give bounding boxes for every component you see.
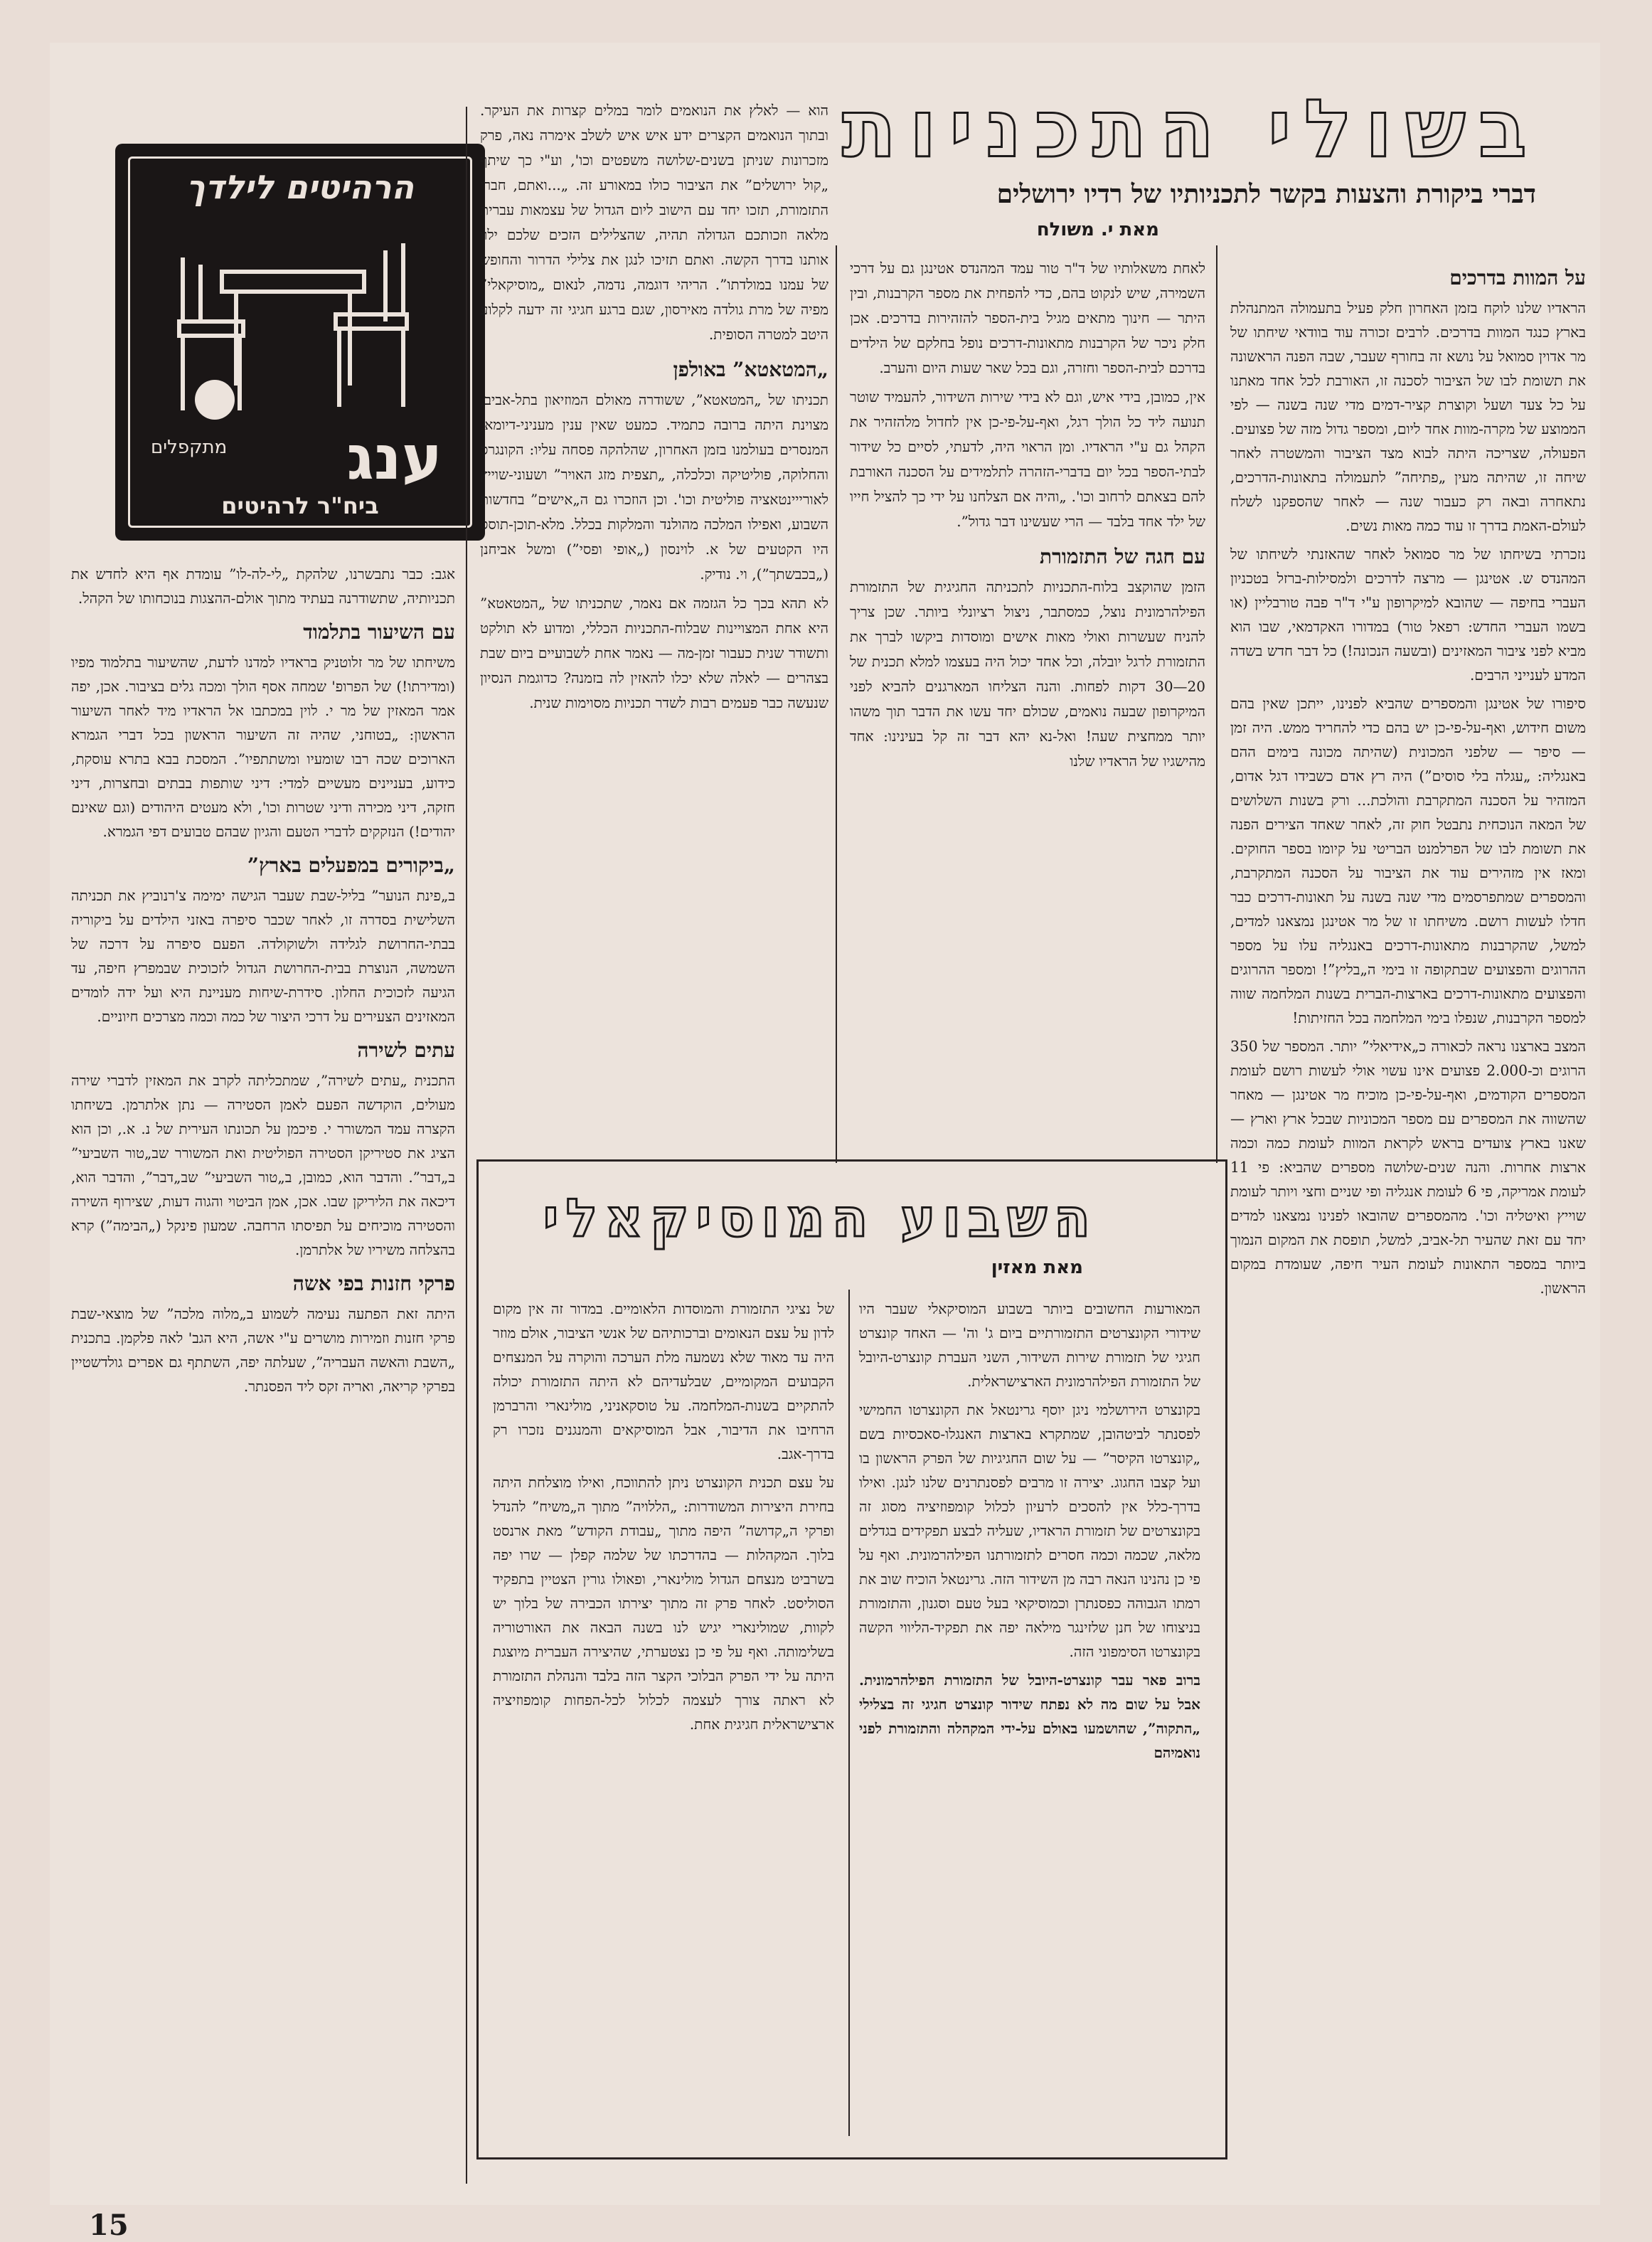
- paragraph: אגב: כבר נתבשרנו, שלהקת „לי-לה-לו” עומדת אף היא לחדש את תכניותיה, שתשודרנה בעתיד מתוך אולם-ההצגות בנוכחותו של הקהל.: [71, 565, 455, 607]
- page-number: 15: [89, 2209, 129, 2242]
- section-heading: „המטאטא” באולפן: [673, 358, 828, 381]
- paragraph: המצב בארצנו נראה לכאורה כ„אידיאלי” יותר. המספר של 350 הרוגים וכ-2.000 פצועים אינו עשוי אולי לעשות רושם לעומת המספרים הקודמים, ואף-על-פי-כן מוכיח מר אטינגן — מאחר שהשווה את המספרים עם מספר המכוניות שבכל ארץ וארץ — שאנו בארץ צועדים בראש לקראת המוות לעומת כמה וכמה ארצות אחרות. והנה שנים-שלושה מספרים שהביא: פי 11 לעומת אמריקה, פי 6 לעומת אנגליה ופי שניים וחצי ויותר לעומת שוייץ ואיטליה וכו'. מהמספרים שהובאו לפנינו נמצאנו למדים יחד עם זאת שהעיר תל-אביב, למשל, תופסת את המקום הנמוך ביותר במספר התאונות לעומת העיר חיפה, שעומדת במקום הראשון.: [1230, 1038, 1586, 1297]
- paragraph: על עצם תכנית הקונצרט ניתן להתווכח, ואילו מוצלחת היתה בחירת היצירות המשודרות: „הללויה” מתוך ה„משיח” להנדל ופרקי ה„קדושה” היפה מתוך „עבודת הקודש” מאת ארנסט בלוך. המקהלות — בהדרכתו של שלמה קפלן — שרו יפה בשרביט מנצחם הגדול מולינארי, ופאולו גורין הצטיין בתפקיד הסוליסט. לאחר פרק זה מתוך יצירתו הכבירה של בלוך יש לקוות, שמולינארי יגיש לנו בשנה הבאה את האורטוריה בשלימותה. ואף על פי כן נצטערתי, שהיצירה העברית מיוצגת היתה על ידי הפרק הבלוכי הקצר הזה בלבד והנהלת התזמורת לא ראתה צורך לעצמה לכלול לכל-הפחות קומפוזיציה ארצישראלית חגיגית אחת.: [493, 1474, 834, 1733]
- music-article-title: השבוע המוסיקאלי: [543, 1188, 1097, 1249]
- section-heading: „ביקורים במפעלים בארץ”: [247, 854, 455, 877]
- ad-slogan: הרהיטים לילדך: [186, 168, 415, 206]
- paragraph: סיפורו של אטינגן והמספרים שהביא לפנינו, ייתכן שאין בהם משום חידוש, ואף-על-פי-כן יש בהם כדי להחריד ממש. היה זמן — סיפר — שלפני המכונית (שהיתה מכונה בימים ההם באנגליה: „עגלה בלי סוסים”) היה רץ אדם כשבידו דגל אדום, המזהיר על הסכנה המתקרבת והולכת... ורק בשנות השלושים של המאה הנוכחית נתבטל חוק זה, לאחר שאחד הצירים הפנה את תשומת לבו של הפרלמנט הבריטי על קיומו בספר החוקים. ומאז אין מזהירים עוד את הציבור על הסכנה המתקרבת, והמספרים שמתפרסמים מדי שנה בשנה על תאונות-דרכים כבר חדלו לעשות רושם. משיחתו זו של מר אטינגן נמצאנו למדים, למשל, שהקרבנות מתאונות-דרכים באנגליה עלו על מספר ההרוגים והפצועים שבתקופה זו בימי ה„בליץ”! ומספר ההרוגים והפצועים מתאונות-דרכים בארצות-הברית בשנות המלחמה שווה למספר הקרבנות, שנפלו בימי המלחמה בכל החזיתות!: [1230, 695, 1586, 1026]
- paragraph: הזמן שהוקצב בלוח-התכניות לתכניתה החגיגית של התזמורת הפילהרמונית נוצל, כמסתבר, ניצול רציונלי ביותר. שכן צריך להניח שעשרות ואולי מאות אישים ומוסדות ביקשו לברך את התזמורת לרגל יובלה, וכל אחד יכול היה בעצמו למלא תכנית של 20—30 דקות לפחות. והנה הצליחו המארגנים להביא לפני המיקרופון שבעה נואמים, שכולם יחד עשו את הדבר תוך משהו יותר ממחצית שעה! ואל-נא יהא דבר זה קל בעינינו: אחד מהישגיו של הראדיו שלנו: [850, 578, 1205, 770]
- section-heading: על המוות בדרכים: [1449, 266, 1586, 289]
- paragraph: ב„פינת הנוער” בליל-שבת שעבר הגישה ימימה צ'רנוביץ את תכניתה השלישית בסדרה זו, לאחר שכבר סיפרה באזני הילדים על ביקוריה בבתי-החרושת לגלידה ולשוקולדה. הפעם סיפרה על דרכה של השמשה, הנוצרת בבית-החרושת הגדול לזכוכית שבמפרץ חיפה, עד הגיעה לזכוכית החלון. סידרת-שיחות מעניינת היא ועל ידה לומדים המאזינים הצעירים על דרכי היצור של כמה וכמה מצרכים חיוניים.: [71, 887, 455, 1025]
- article-title: בשולי התכניות: [842, 83, 1540, 176]
- furniture-illustration: [172, 229, 442, 435]
- paragraph: ברוב פאר עבר קונצרט-היובל של התזמורת הפילהרמונית. אבל על שום מה לא נפתח שידור קונצרט חגיגי זה בצלילי „התקוה”, שהושמעו באולם על-ידי המקהלה והתזמורת לפני נואמיהם: [859, 1672, 1200, 1761]
- paragraph: תכניתו של „המטאטא”, ששודרה מאולם המוזיאון בתל-אביב, מצוינת היתה ברובה כתמיד. כמעט שאין ענין מעניני-דיומא, המנסרים בעולמנו בזמן האחרון, שהלהקה פסחה עליו: הקונגרס והחלוקה, פוליטיקה וכלכלה, „תצפית מזג האויר” ושעוני-שוייץ לאורייינטאציה פוליטית וכו'. וכן הוזכרו גם ה„אישים” בחדשות השבוע, ואפילו המלכה מהולנד והמלקות בכלל. מלא-תוכן-תוסס היו הקטעים של א. לוינסון („אופי ופסי”) ומשל אביחנן („בכבשתך”), וי. נודיק.: [480, 391, 829, 583]
- paragraph: התכנית „עתים לשירה”, שמתכליתה לקרב את המאזין לדברי שירה מעולים, הוקדשה הפעם לאמן הסטירה — נתן אלתרמן. בשיחתו הקצרה עמד המשורר י. פיכמן על תכונתו העירית של נ. א., וכן הוא הציג את סטיריקן הסטירה הפוליטית ואת המשורר שב„טור השביעי” ב„דבר”. והדבר הוא, כמובן, ב„טור השביעי” שב„דבר”, והדבר הוא, דיכאה את הליריקן שבו. אכן, אמן הביטוי והגוה דעות, שצירוף השירה והסטירה מוכיחים על תפיסתו הרחבה. שמעון פינקל („הבימה”) קרא בהצלחה משיריו של אלתרמן.: [71, 1072, 455, 1258]
- article-subtitle: דברי ביקורת והצעות בקשר לתכניותיו של רדיו ירושלים: [996, 179, 1536, 209]
- music-article-box: [476, 1159, 1227, 2159]
- paragraph: משיחתו של מר זלוטניק בראדיו למדנו לדעת, שהשיעור בתלמוד מפיו (ומדירתו!) של הפרופ' שמחה אסף הולך ומכה גלים בציבור. אכן, יפה אמר המאזין של מר י. לוין במכתבו אל הראדיו מיד לאחר השיעור הראשון: „בטוחני, שהיה זה השיעור הראשון בכל דברי הגמרא הארוכים שכה רבו שומעיו ומשתתפיו”. המסכת בבא בתרא עוסקת, כידוע, בעניינים מעשיים למדי: דיני שותפות בבתים ובחצרות, דיני חזקה, דיני מכירה ודיני שטרות וכו', ולא מעטים היהודים (וגם שאינם יהודים!) הנזקקים לדברי הטעם והגיון שבהם טבועים דפי הגמרא.: [71, 654, 455, 840]
- article1-column-3: [480, 98, 828, 720]
- music-article-column-1: [859, 1297, 1200, 1769]
- paragraph: אין, כמובן, בידי איש, וגם לא בידי שירות השידור, להעמיד שוטר תנועה ליד כל הולך רגל, ואף-על-פי-כן אין לחדול מלהזהיר את הקהל גם ע"י הראדיו. ומן הראוי היה, לדעתי, לסיים כל שידור לבתי-הספר בכל יום בדברי-הזהרה לתלמידים על הסכנה האורבת להם בצאתם לרחוב וכו'. „והיה אם הצלחנו על ידי כך להציל חייו של ילד אחד בלבד — הרי שעשינו דבר גדול”.: [850, 388, 1206, 530]
- music-article-byline: מאת מאזין: [991, 1257, 1083, 1278]
- music-article-column-2: [493, 1297, 834, 1741]
- ad-brand: ענג: [346, 423, 442, 494]
- article1-column-2: [850, 256, 1205, 778]
- paragraph: המאורעות החשובים ביותר בשבוע המוסיקאלי שעבר היו שידורי הקונצרטים התזמורתיים ביום ג' וה' — האחד קונצרט חגיגי של תזמורת שירות השידור, השני העברת קונצרט-היובל של התזמורת הפילהרמונית הארצישראלית.: [859, 1300, 1200, 1390]
- furniture-advertisement: [115, 144, 485, 541]
- article-byline: מאת י. משולח: [1036, 219, 1159, 240]
- paragraph: הוא — לאלץ את הנואמים לומר במלים קצרות את העיקר. ובתוך הנואמים הקצרים ידע איש איש לשלב אימרה נאה, פרק מזכרונות שניתן בשנים-שלושה משפטים וכו', וע"י כך שיתף „קול ירושלים” את הציבור כולו במאורע זה. „...ואתם, חברי התזמורת, תזכו יחד עם הישוב ליום הגדול של עצמאות עברית מלאה וזכותכם הגדולה תהיה, שהצלילים הזכים שלכם ילוו אותנו בדרך הקשה. ואתם תזיכו לנגן את צלילי הדרור והחופש של עמנו במולדתו”. הריהי דוגמה, נדמה, לנאום „מוסיקאלי” מפיה של מרת גולדה מאירסון, שגם ברגע חגיגי זה ידעה לקלוע היטב למטרה הסופית.: [480, 102, 828, 343]
- column-rule: [1216, 245, 1217, 1163]
- ad-store: ביח"ר לרהיטים: [221, 492, 379, 519]
- paragraph: היתה זאת הפתעה נעימה לשמוע ב„מלוה מלכה” של מוצאי-שבת פרקי חזנות וזמירות מושרים ע"י אשה, היא הגב' לאה פלקמן. בתכנית „השבת והאשה העבריה”, שעלתה יפה, השתתף גם אפרים גולדשטיין בפרקי קריאה, ואריה זקס ליד הפסנתר.: [71, 1305, 455, 1395]
- column-rule: [466, 107, 467, 2184]
- section-heading: עם חגה של התזמורת: [1040, 545, 1205, 568]
- paragraph: נזכרתי בשיחתו של מר סמואל לאחר שהאזנתי לשיחתו של המהנדס ש. אטינגן — מרצה לדרכים ולמסילות-ברזל בטכניון העברי בחיפה — שהובא למיקרופון ע"י ד"ר פבה טורבליין (או בשמו העברי החדש: רפאל טור) במדורו האקדמאי, שבו הוא מביא לפני ציבור המאזינים (ובשעה הנכונה!) כל דבר חדש בשדה המדע לענייני הרבים.: [1230, 546, 1586, 684]
- section-heading: עתים לשירה: [357, 1038, 455, 1062]
- magazine-page: [50, 43, 1600, 2242]
- paragraph: בקונצרט הירושלמי ניגן יוסף גרינטאל את הקונצרטו החמישי לפסנתר לביטהובן, שמתקרא בארצות האנגלו-סאכסיות בשם „קונצרטו הקיסר” — על שום החגיגיות של הפרק הראשון בו ועל קצבו החגוג. יצירה זו מרבים לפסנתרנים שלנו לנגן. ואילו בדרך-כלל אין להסכים לרעיון לכלול קומפוזיציה מסוג זה בקונצרטים של תזמורת הראדיו, שעליה לבצע תפקידים בגדלים מלאה, שכמה וכמה חסרים לתזמורתנו הפילהרמונית. ואף על פי כן נהנינו הנאה רבה מן השידור הזה. גרינטאל הוכיח שוב את רמתו הגבוהה כפסנתרן וכמוסיקאי בעל טעם וסגנון, והתזמורת בניצוחו של חנן שלזינגר מילאה יפה את תפקיד-הליווי הקשה בקונצרטו הסימפוני הזה.: [859, 1401, 1201, 1660]
- column-rule: [836, 245, 837, 1163]
- section-heading: פרקי חזנות בפי אשה: [292, 1272, 455, 1295]
- ad-brand-sub: מתקפלים: [151, 437, 228, 458]
- paragraph: של נציגי התזמורת והמוסדות הלאומיים. במדור זה אין מקום לדון על עצם הנאומים וברכותיהם של אנשי הציבור, אולם מוזר היה עד מאוד שלא נשמעה מלת הערכה והוקרה על המנצחים הקבועים המקומיים, שבלעדיהם לא היתה התזמורת יכולה להתקיים בשנות-המלחמה. על טוסקאניני, מולינארי והרברמן הרחיבו את הדיבור, אבל המוסיקאים והמנגנים נזכרו רק בדרך-אגב.: [493, 1300, 834, 1462]
- column-rule: [848, 1290, 850, 2136]
- paragraph: הראדיו שלנו לוקח בזמן האחרון חלק פעיל בתעמולה המתנהלת בארץ כנגד המוות בדרכים. לרבים זכורה עוד בוודאי שיחתו של מר אדוין סמואל על נושא זה בחורף שעבר, שבה הפנה הראשונה את תשומת לבו של הציבור לסכנה זו, האורבת לכל אחד מאתנו על כל צעד ושעל וקוצרת קציר-דמים מדי שנה בשנה — לפי הממוצע של מקרה-מוות אחד ליום, ומספר גדול מזה של פצועים. הפעולה, שצריכה היתה לבוא מצד הציבור והמשטרה לאחר שיחה זו, שהיתה מעין „פתיחה” לתעמולה בתאונות-הדרכים, נתאחרה ובאה רק כעבור שנה — לאחר שהספקנו לשלח לעולם-האמת בדרך זו עוד כמה מאות נשים.: [1230, 299, 1586, 534]
- paragraph: לאחת משאלותיו של ד"ר טור עמד המהנדס אטינגן גם על דרכי השמירה, שיש לנקוט בהם, כדי להפחית את מספר הקרבנות, ובין היתר — חינוך מתאים מגיל בית-הספר להזהירות בדרכים. אכן חלק ניכר של הקרבנות מתאונות-דרכים נופל בחלקם של הילדים בדרכם לבית-הספר וחזרה, וגם בכל שאר שעות היום והערב.: [850, 260, 1205, 376]
- child-figure: [195, 380, 235, 420]
- section-heading: עם השיעור בתלמוד: [303, 620, 455, 644]
- paragraph: לא תהא בכך כל הגזמה אם נאמר, שתכניתו של „המטאטא” היא אחת המצויינות שבלוח-התכניות הכללי, ומדוע לא תולקט ותשודר שנית כעבור זמן-מה — נאמר אחת לשבועיים ביום שבת בצהרים — לאלה שלא יכלו להאזין לה בזמנה? כדוגמת הנסיון שנעשה כבר פעמים רבות לשדר תכניות מסוימות שנית.: [480, 595, 828, 711]
- article1-column-4: [71, 562, 455, 1403]
- article1-column-1: [1230, 256, 1586, 1305]
